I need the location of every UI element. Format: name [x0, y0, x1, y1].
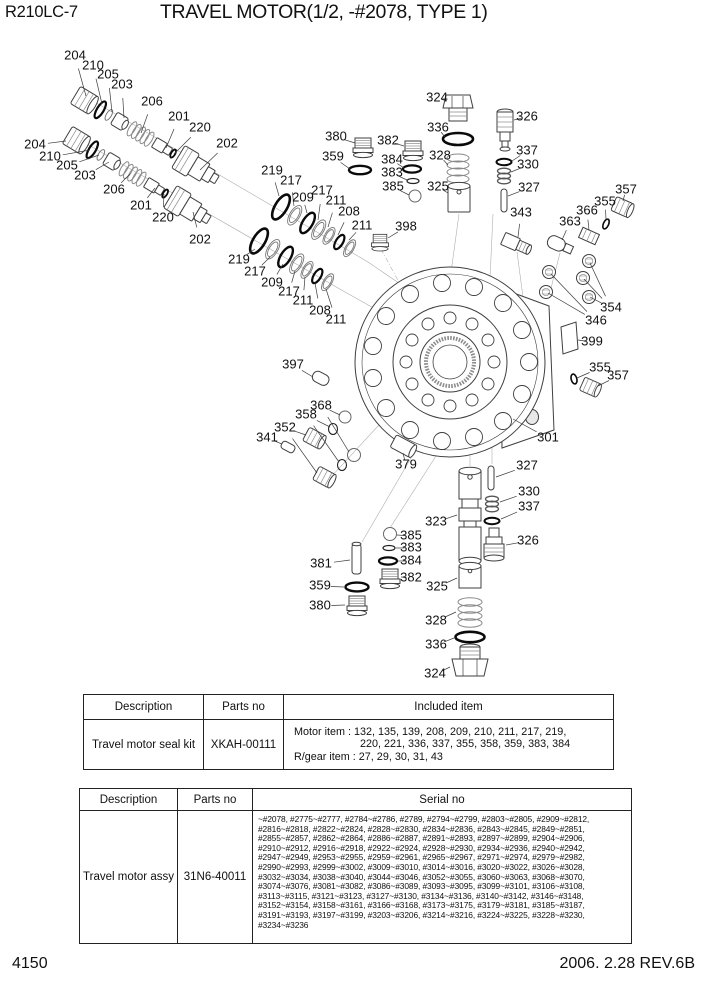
serial-line: #2855~#2857, #2862~#2864, #2886~#2887, #2891~#2893, #2897~#2899, #2904~#2906,: [258, 833, 585, 844]
assy-parts-no: 31N6-40011: [178, 811, 253, 943]
part-callout-399: 399: [581, 333, 603, 349]
leader-line: [338, 222, 344, 235]
part-callout-205: 205: [56, 157, 78, 173]
part-callout-341: 341: [256, 429, 278, 445]
part-callout-336: 336: [427, 119, 449, 135]
part-callout-209: 209: [292, 189, 314, 205]
part-callout-219: 219: [228, 251, 250, 267]
leader-line: [501, 512, 517, 519]
part-callout-211: 211: [292, 292, 314, 308]
header-description: Description: [84, 695, 204, 719]
part-callout-210: 210: [39, 148, 61, 164]
part-callout-359: 359: [322, 148, 344, 164]
page-title: TRAVEL MOTOR(1/2, -#2078, TYPE 1): [160, 1, 488, 23]
part-callout-366: 366: [576, 202, 598, 218]
part-callout-336: 336: [425, 636, 447, 652]
part-callout-358: 358: [295, 406, 317, 422]
part-callout-211: 211: [325, 311, 347, 327]
leader-line: [518, 224, 520, 237]
part-callout-219: 219: [261, 162, 283, 178]
included-rgear-items: R/gear item : 27, 29, 30, 31, 43: [294, 750, 443, 763]
leader-line: [315, 283, 318, 298]
leader-line: [328, 213, 332, 227]
leader-line: [109, 88, 112, 112]
part-callout-355: 355: [594, 193, 616, 209]
page-number: 4150: [12, 955, 48, 972]
included-motor-items-line1: Motor item : 132, 135, 139, 208, 209, 210, 211, 217, 219,: [294, 725, 567, 738]
part-callout-354: 354: [600, 299, 622, 315]
part-callout-323: 323: [425, 513, 447, 529]
part-callout-385: 385: [382, 178, 404, 194]
part-callout-217: 217: [311, 182, 333, 198]
leader-line: [275, 182, 279, 196]
leader-line: [304, 277, 305, 290]
part-callout-397: 397: [282, 356, 304, 372]
assy-table-row: [80, 811, 631, 943]
leader-line: [331, 605, 345, 606]
part-callout-201: 201: [130, 197, 152, 213]
seal-kit-table-header: [84, 695, 613, 720]
part-callout-379: 379: [395, 456, 417, 472]
part-callout-202: 202: [189, 231, 211, 247]
part-callout-327: 327: [518, 179, 540, 195]
part-callout-208: 208: [309, 302, 331, 318]
serial-line: ~#2078, #2775~#2777, #2784~#2786, #2789, #2794~#2799, #2803~#2805, #2909~#2812,: [258, 814, 590, 824]
diagram-line-art: [61, 84, 636, 676]
part-callout-203: 203: [74, 167, 96, 183]
seal-kit-description: Travel motor seal kit: [84, 720, 204, 769]
part-callout-326: 326: [516, 108, 538, 124]
part-callout-330: 330: [517, 156, 539, 172]
leader-line: [305, 205, 307, 213]
serial-line: #2910~#2912, #2916~#2918, #2922~#2924, #2928~#2930, #2934~#2936, #2940~#2942,: [258, 842, 585, 853]
part-callout-324: 324: [426, 89, 448, 105]
header-serial-no: Serial no: [419, 793, 465, 806]
part-callout-204: 204: [24, 136, 46, 152]
leader-line: [166, 129, 174, 148]
leader-line: [163, 194, 164, 207]
part-callout-357: 357: [607, 367, 629, 383]
part-callout-382: 382: [377, 132, 399, 148]
serial-line: #3234~#3236: [258, 919, 309, 930]
leader-line: [331, 587, 344, 588]
serial-line: #3191~#3193, #3197~#3199, #3203~#3206, #3214~#3216, #3224~#3225, #3228~#3230,: [258, 909, 585, 920]
serial-line: #3113~#3115, #3121~#3123, #3127~#3130, #3134~#3136, #3140~#3142, #3146~#3148,: [258, 890, 584, 901]
serial-line: #3152~#3154, #3158~#3161, #3166~#3168, #3173~#3175, #3179~#3181, #3185~#3187,: [258, 900, 585, 911]
header-parts-no: Parts no: [178, 789, 253, 810]
leader-line: [334, 560, 350, 562]
header-included-item: Included item: [414, 701, 483, 713]
part-callout-210: 210: [82, 57, 104, 73]
part-callout-325: 325: [427, 178, 449, 194]
part-callout-301: 301: [537, 429, 559, 445]
leader-line: [317, 420, 330, 427]
part-callout-203: 203: [111, 76, 133, 92]
part-callout-383: 383: [400, 539, 422, 555]
revision-date: 2006. 2.28 REV.6B: [559, 955, 695, 972]
assy-serial-table: [79, 788, 632, 944]
part-callout-384: 384: [381, 151, 403, 167]
part-callout-202: 202: [216, 135, 238, 151]
part-callout-327: 327: [516, 457, 538, 473]
bottom-valve-assembly: [452, 466, 504, 676]
included-motor-items-line2: 220, 221, 336, 337, 355, 358, 359, 383, 384: [360, 738, 571, 751]
leader-line: [79, 155, 99, 162]
part-callout-359: 359: [309, 577, 331, 593]
part-callout-326: 326: [517, 532, 539, 548]
leader-line: [577, 373, 590, 379]
part-callout-211: 211: [351, 217, 373, 233]
seal-kit-included-items: [284, 720, 613, 769]
part-callout-220: 220: [189, 119, 211, 135]
part-callout-204: 204: [64, 47, 86, 63]
part-callout-381: 381: [310, 555, 332, 571]
part-callout-380: 380: [325, 128, 347, 144]
header-description: Description: [80, 789, 178, 810]
part-callout-357: 357: [615, 181, 637, 197]
leader-line: [349, 232, 356, 240]
part-callout-363: 363: [559, 213, 581, 229]
part-callout-217: 217: [278, 283, 300, 299]
leader-line: [500, 496, 517, 502]
part-callout-325: 325: [426, 578, 448, 594]
part-callout-217: 217: [244, 263, 266, 279]
model-code: R210LC-7: [5, 3, 78, 21]
part-callout-343: 343: [510, 204, 532, 220]
serial-line: #3032~#3034, #3038~#3040, #3044~#3046, #3052~#3055, #3060~#3063, #3068~#3070,: [258, 871, 585, 882]
serial-line: #2816~#2818, #2822~#2824, #2828~#2830, #2834~#2836, #2843~#2845, #2849~#2851,: [258, 823, 585, 834]
part-callout-217: 217: [280, 172, 302, 188]
leader-line: [292, 271, 295, 283]
seal-kit-table-row: [84, 720, 613, 769]
seal-kit-parts-no: XKAH-00111: [204, 720, 284, 769]
part-callout-330: 330: [518, 483, 540, 499]
part-callout-346: 346: [585, 312, 607, 328]
part-callout-328: 328: [425, 612, 447, 628]
part-callout-337: 337: [518, 498, 540, 514]
bottom-plug-group: [346, 528, 401, 616]
assy-serial-numbers: [253, 811, 631, 943]
part-callout-220: 220: [152, 209, 174, 225]
serial-line: #2947~#2949, #2953~#2955, #2959~#2961, #2965~#2967, #2971~#2974, #2979~#2982,: [258, 852, 585, 863]
part-callout-209: 209: [261, 274, 283, 290]
leader-line: [606, 210, 607, 219]
leader-line: [445, 515, 457, 519]
part-callout-398: 398: [395, 218, 417, 234]
leader-line: [318, 204, 320, 220]
part-callout-355: 355: [589, 359, 611, 375]
part-callout-208: 208: [338, 203, 360, 219]
part-callout-328: 328: [429, 147, 451, 163]
part-callout-211: 211: [325, 192, 347, 208]
part-callout-324: 324: [424, 665, 446, 681]
serial-line: #2990~#2993, #2999~#3002, #3009~#3010, #3014~#3016, #3020~#3022, #3026~#3028,: [258, 861, 585, 872]
leader-line: [562, 230, 566, 240]
part-callout-206: 206: [141, 93, 163, 109]
part-callout-206: 206: [103, 181, 125, 197]
assy-table-header: [80, 789, 631, 811]
seal-kit-table: [83, 694, 614, 770]
leader-line: [496, 470, 515, 477]
serial-line: #3074~#3076, #3081~#3082, #3086~#3089, #3093~#3095, #3099~#3101, #3106~#3108,: [258, 881, 585, 892]
part-callout-385: 385: [400, 527, 422, 543]
part-callout-368: 368: [310, 397, 332, 413]
leader-line: [294, 431, 306, 435]
part-callout-380: 380: [309, 597, 331, 613]
part-callout-382: 382: [400, 569, 422, 585]
header-parts-no: Parts no: [204, 695, 284, 719]
part-callout-337: 337: [516, 142, 538, 158]
part-callout-201: 201: [168, 108, 190, 124]
assy-description: Travel motor assy: [80, 811, 178, 943]
motor-housing: [355, 267, 545, 457]
part-callout-384: 384: [400, 552, 422, 568]
leader-line: [588, 220, 589, 230]
part-callout-205: 205: [97, 66, 119, 82]
part-callout-383: 383: [381, 164, 403, 180]
part-callout-352: 352: [274, 419, 296, 435]
